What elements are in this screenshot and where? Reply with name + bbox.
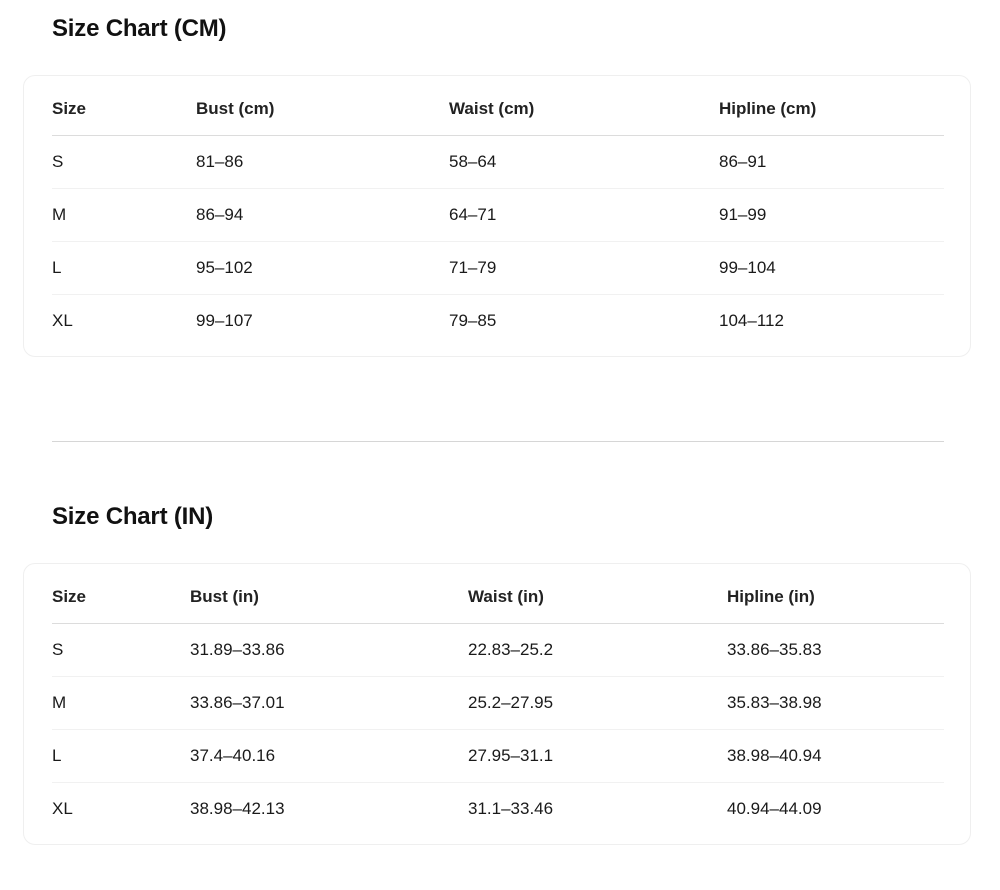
bust-cell: 33.86–37.01 (190, 677, 468, 730)
size-cell: L (52, 242, 196, 295)
table-row (52, 242, 944, 295)
table-header-row (52, 83, 944, 136)
waist-cell: 31.1–33.46 (468, 799, 554, 818)
bust-cell: 86–94 (196, 189, 449, 242)
waist-cell: 22.83–25.2 (468, 624, 727, 677)
waist-cell: 27.95–31.1 (468, 730, 727, 783)
table-row (52, 783, 944, 836)
table-row (52, 295, 944, 348)
column-header-waist: Waist (in) (468, 571, 727, 624)
bust-cell: 37.4–40.16 (190, 730, 468, 783)
table-row (52, 189, 944, 242)
bust-cell: 95–102 (196, 242, 449, 295)
column-header-size: Size (52, 83, 196, 136)
size-cell: XL (52, 799, 73, 818)
hipline-cell: 104–112 (719, 311, 784, 330)
table-row (52, 136, 944, 189)
size-cell: S (52, 624, 190, 677)
table-header-row (52, 571, 944, 624)
size-cell: S (52, 136, 196, 189)
column-header-waist: Waist (cm) (449, 83, 719, 136)
size-chart-cm-card (23, 75, 971, 357)
column-header-hipline: Hipline (in) (727, 571, 944, 624)
table-row (52, 677, 944, 730)
table-row (52, 730, 944, 783)
size-chart-cm-table (52, 83, 944, 347)
size-chart-in-card (23, 563, 971, 845)
waist-cell: 64–71 (449, 189, 719, 242)
column-header-hipline: Hipline (cm) (719, 83, 944, 136)
size-cell: M (52, 677, 190, 730)
hipline-cell: 35.83–38.98 (727, 677, 944, 730)
size-chart-cm-title: Size Chart (CM) (52, 15, 227, 42)
column-header-bust: Bust (cm) (196, 83, 449, 136)
hipline-cell: 86–91 (719, 136, 944, 189)
hipline-cell: 40.94–44.09 (727, 799, 822, 818)
column-header-size: Size (52, 571, 190, 624)
waist-cell: 71–79 (449, 242, 719, 295)
size-cell: XL (52, 311, 73, 330)
waist-cell: 25.2–27.95 (468, 677, 727, 730)
bust-cell: 99–107 (196, 311, 253, 330)
hipline-cell: 33.86–35.83 (727, 624, 944, 677)
waist-cell: 79–85 (449, 311, 497, 330)
size-cell: M (52, 189, 196, 242)
hipline-cell: 38.98–40.94 (727, 730, 944, 783)
size-chart-in-table (52, 571, 944, 835)
size-cell: L (52, 730, 190, 783)
hipline-cell: 91–99 (719, 189, 944, 242)
bust-cell: 31.89–33.86 (190, 624, 468, 677)
bust-cell: 81–86 (196, 136, 449, 189)
table-row (52, 624, 944, 677)
hipline-cell: 99–104 (719, 242, 944, 295)
column-header-bust: Bust (in) (190, 571, 468, 624)
bust-cell: 38.98–42.13 (190, 799, 285, 818)
size-chart-in-title: Size Chart (IN) (52, 503, 214, 530)
section-divider (52, 441, 944, 442)
waist-cell: 58–64 (449, 136, 719, 189)
